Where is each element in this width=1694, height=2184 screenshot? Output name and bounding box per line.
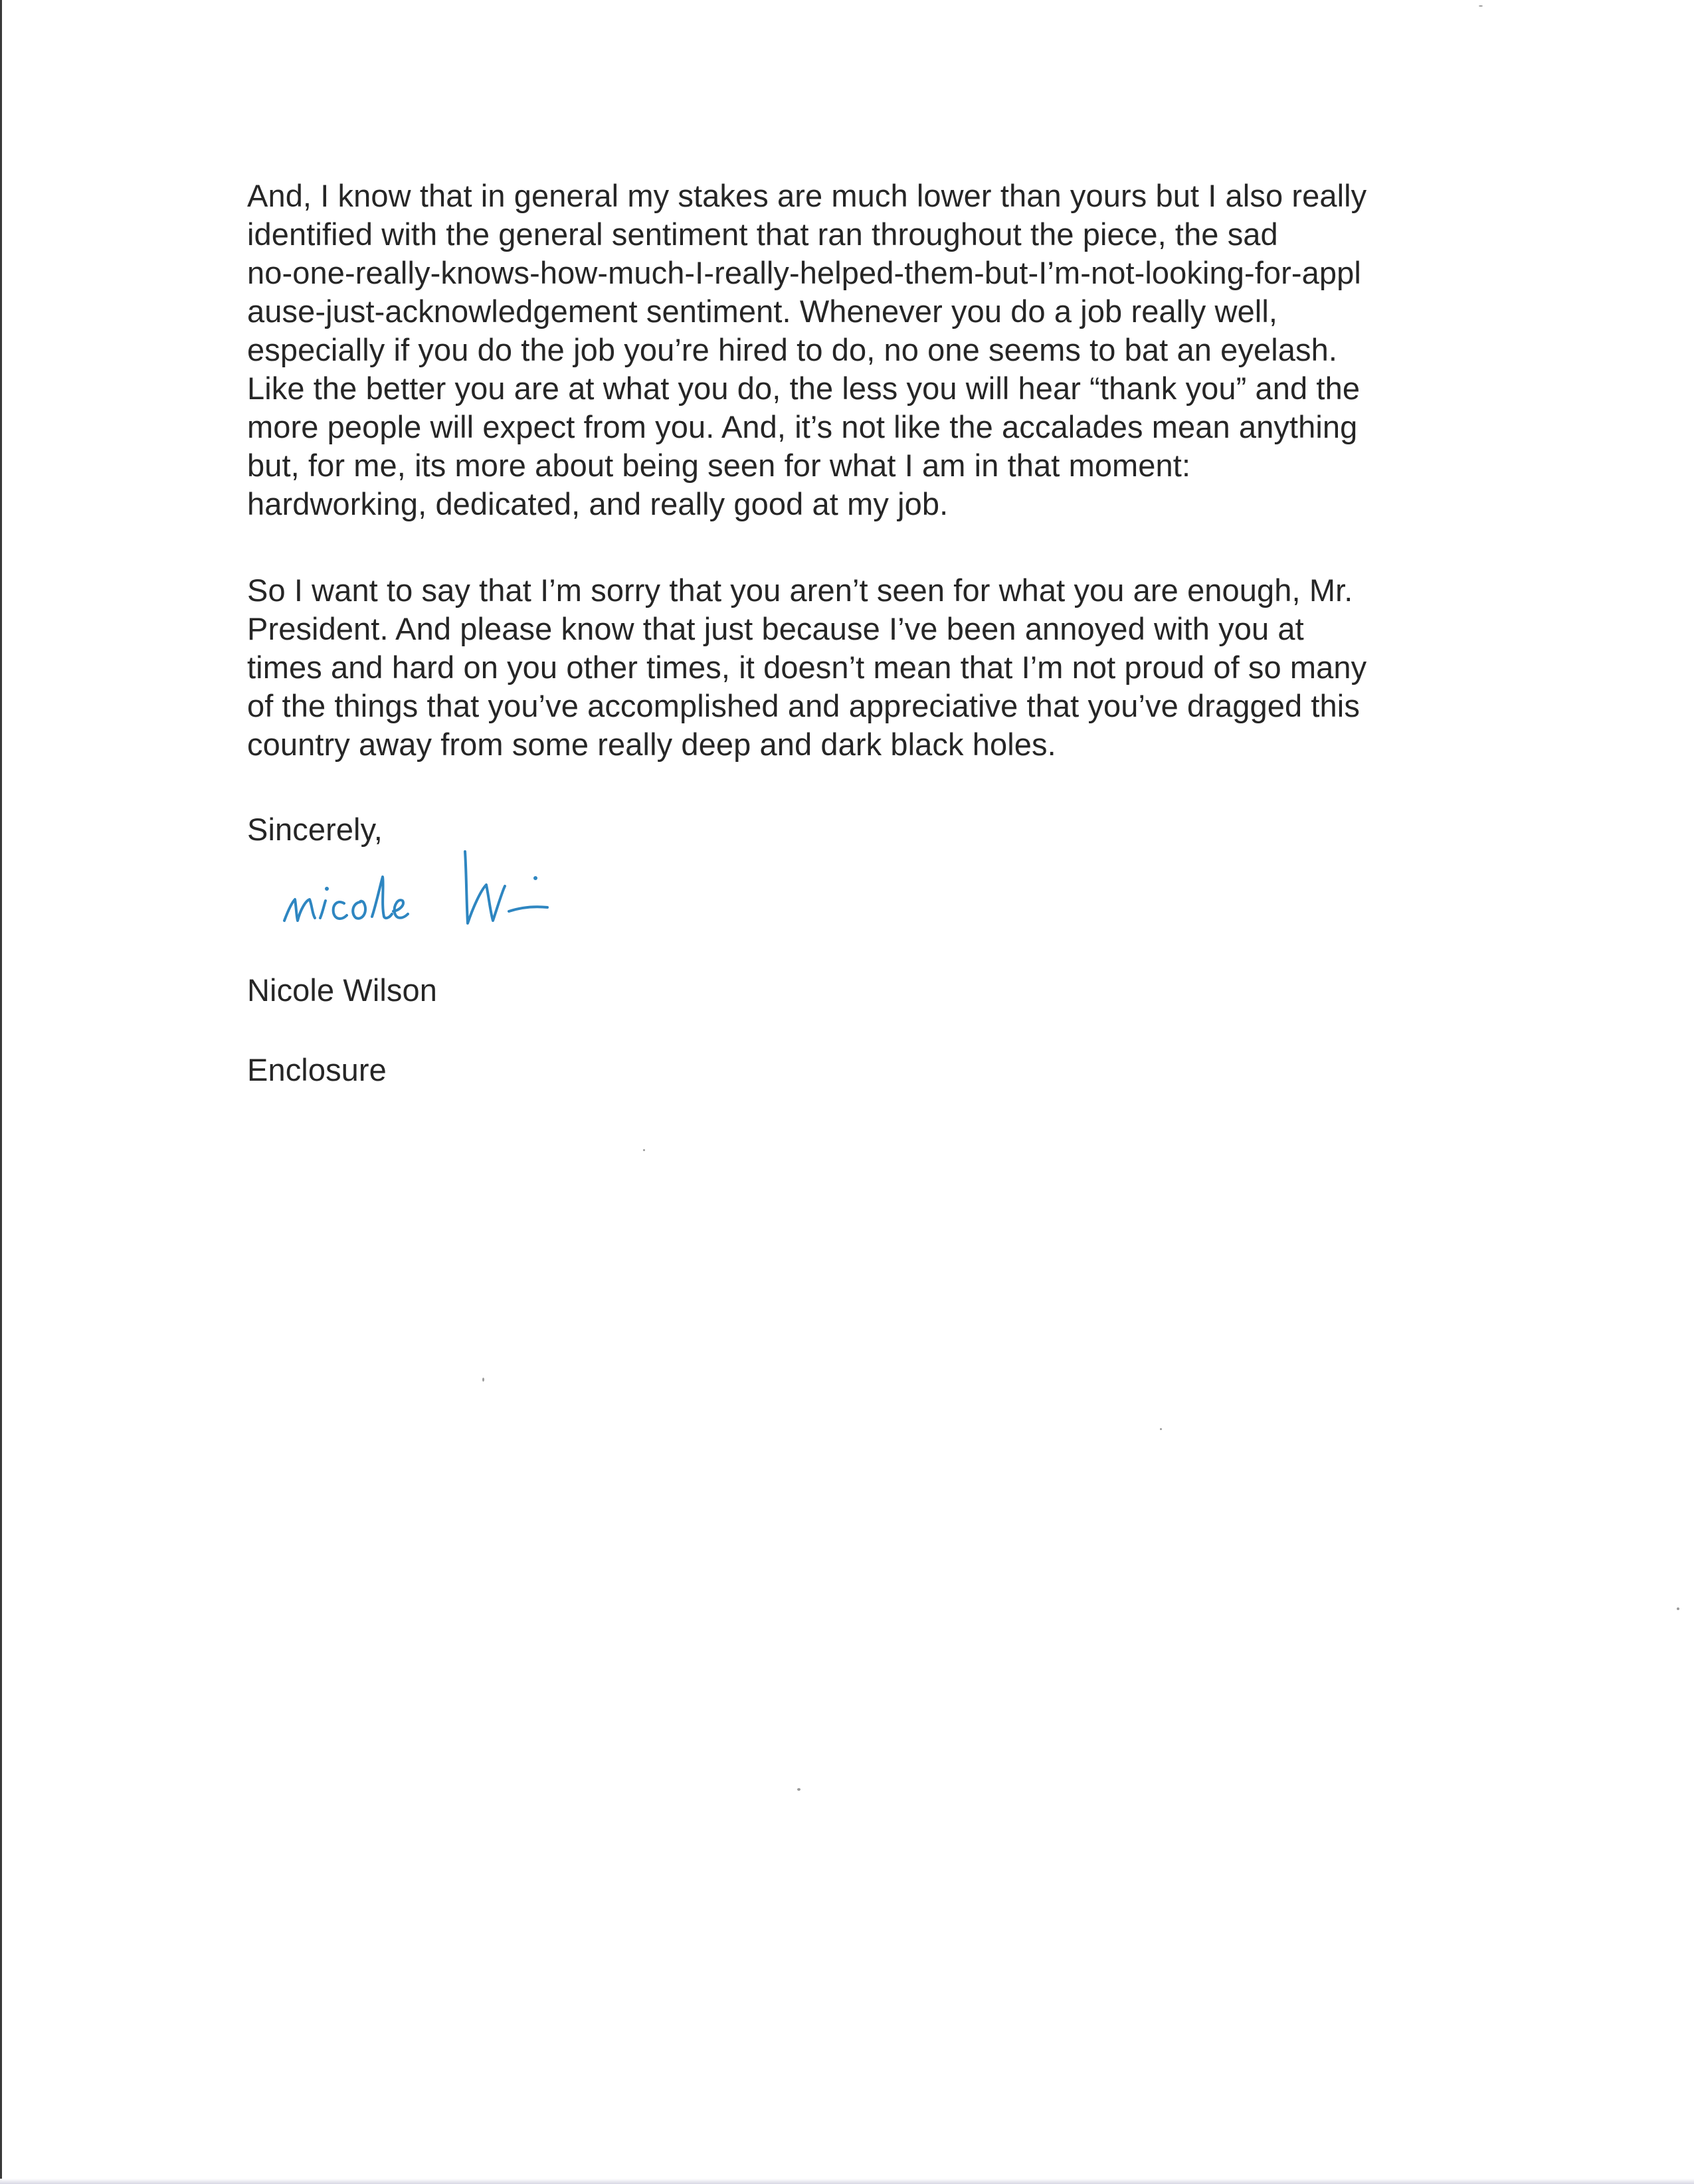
paragraph-2-line-5: country away from some really deep and dark black holes. bbox=[247, 727, 1056, 762]
enclosure-note: Enclosure bbox=[247, 1052, 387, 1087]
scan-speck bbox=[1677, 1607, 1679, 1610]
paragraph-2-line-3: times and hard on you other times, it doesn’t mean that I’m not proud of so many bbox=[247, 650, 1367, 685]
paragraph-1-line-2: identified with the general sentiment that ran throughout the piece, the sad bbox=[247, 217, 1278, 252]
paragraph-2-line-4: of the things that you’ve accomplished and appreciative that you’ve dragged this bbox=[247, 688, 1360, 723]
scan-left-edge bbox=[0, 0, 2, 2184]
scan-speck bbox=[482, 1378, 484, 1382]
paragraph-1-line-7: more people will expect from you. And, it’s not like the accalades mean anything bbox=[247, 409, 1358, 444]
scan-bottom-edge bbox=[0, 2179, 1694, 2184]
paragraph-2-line-1: So I want to say that I’m sorry that you aren’t seen for what you are enough, Mr. bbox=[247, 573, 1353, 608]
paragraph-1-line-9: hardworking, dedicated, and really good at my job. bbox=[247, 486, 949, 521]
closing: Sincerely, bbox=[247, 812, 383, 847]
paragraph-1-line-6: Like the better you are at what you do, the less you will hear “thank you” and the bbox=[247, 371, 1361, 406]
paragraph-1-line-8: but, for me, its more about being seen for what I am in that moment: bbox=[247, 448, 1191, 483]
scan-speck bbox=[797, 1788, 800, 1791]
scan-speck bbox=[1160, 1428, 1162, 1430]
handwritten-signature bbox=[279, 838, 585, 938]
paragraph-1-line-4: ause-just-acknowledgement sentiment. Whenever you do a job really well, bbox=[247, 294, 1278, 329]
paragraph-1-line-3: no-one-really-knows-how-much-I-really-helped-them-but-I’m-not-looking-for-appl bbox=[247, 255, 1361, 290]
paragraph-1-line-1: And, I know that in general my stakes are much lower than yours but I also really bbox=[247, 178, 1367, 213]
scan-speck bbox=[643, 1149, 645, 1151]
scan-speck bbox=[1479, 5, 1483, 7]
paragraph-1-line-5: especially if you do the job you’re hired to do, no one seems to bat an eyelash. bbox=[247, 332, 1337, 367]
paragraph-2-line-2: President. And please know that just because I’ve been annoyed with you at bbox=[247, 611, 1304, 646]
signer-name: Nicole Wilson bbox=[247, 972, 437, 1008]
